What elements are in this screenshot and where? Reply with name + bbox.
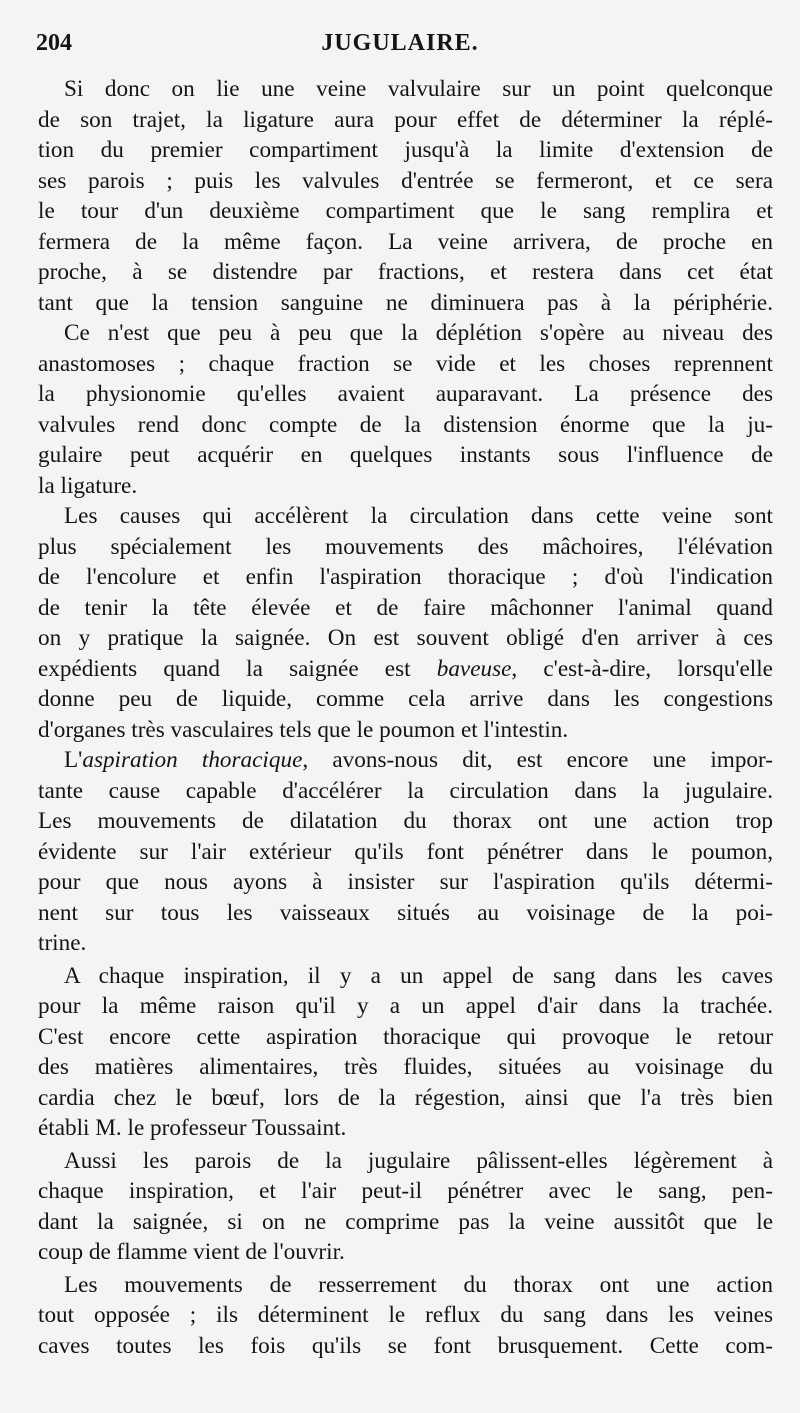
text-line: fermera de la même façon. La veine arrivera, de proche en <box>38 228 773 255</box>
text-line: nent sur tous les vaisseaux situés au voisinage de la poi- <box>38 899 773 926</box>
text-line: évidente sur l'air extérieur qu'ils font pénétrer dans le poumon, <box>38 838 773 865</box>
text-line: de tenir la tête élevée et de faire mâchonner l'animal quand <box>38 594 773 621</box>
text-line: donne peu de liquide, comme cela arrive dans les congestions <box>38 686 773 712</box>
text-line: tant que la tension sanguine ne diminuera pas à la périphérie. <box>38 289 773 316</box>
text-line: tout opposée ; ils déterminent le reflux du sang dans les veines <box>38 1302 773 1328</box>
text-line: anastomoses ; chaque fraction se vide et les choses reprennent <box>38 350 773 377</box>
paragraph <box>38 961 773 1144</box>
text-line: le tour d'un deuxième compartiment que le sang remplira et <box>38 198 773 224</box>
text-line: gulaire peut acquérir en quelques instants sous l'influence de <box>38 442 773 468</box>
text-line: de son trajet, la ligature aura pour effet de déterminer la réplé- <box>38 106 773 133</box>
paragraph <box>38 501 773 745</box>
text-line: Aussi les parois de la jugulaire pâlissent-elles légèrement à <box>64 1147 773 1174</box>
text-line: Les mouvements de resserrement du thorax ont une action <box>64 1271 773 1298</box>
text-line: d'organes très vasculaires tels que le poumon et l'intestin. <box>38 716 569 743</box>
text-line: tion du premier compartiment jusqu'à la limite d'extension de <box>38 137 773 163</box>
paragraph <box>38 318 773 501</box>
text-line: pour la même raison qu'il y a un appel d'air dans la trachée. <box>38 993 773 1019</box>
text-line: dant la saignée, si on ne comprime pas la veine aussitôt que le <box>38 1208 773 1235</box>
paragraph <box>38 1146 773 1268</box>
text-line: cardia chez le bœuf, lors de la régestion, ainsi que l'a très bien <box>38 1084 773 1111</box>
text-line: Les mouvements de dilatation du thorax ont une action trop <box>38 808 773 834</box>
running-title: JUGULAIRE. <box>321 30 479 56</box>
text-line: tante cause capable d'accélérer la circulation dans la jugulaire. <box>38 777 773 804</box>
text-line: la physionomie qu'elles avaient auparavant. La présence des <box>38 381 773 407</box>
text-line: plus spécialement les mouvements des mâchoires, l'élévation <box>38 533 773 560</box>
text-line: expédients quand la saignée est baveuse, c'est-à-dire, lorsqu'elle <box>38 655 773 682</box>
text-line: caves toutes les fois qu'ils se font brusquement. Cette com- <box>38 1332 773 1359</box>
text-line: A chaque inspiration, il y a un appel de sang dans les caves <box>64 962 773 989</box>
page-number: 204 <box>36 30 72 56</box>
text-line: Si donc on lie une veine valvulaire sur un point quelconque <box>64 76 773 102</box>
paragraph <box>38 74 773 318</box>
text-line: Les causes qui accélèrent la circulation dans cette veine sont <box>64 503 773 529</box>
text-line: Ce n'est que peu à peu que la déplétion s'opère au niveau des <box>64 320 773 346</box>
text-line: L'aspiration thoracique, avons-nous dit, est encore une impor- <box>64 747 773 773</box>
text-line: trine. <box>38 930 87 956</box>
body-text <box>38 74 773 1361</box>
text-line: chaque inspiration, et l'air peut-il pénétrer avec le sang, pen- <box>38 1178 773 1204</box>
text-line: de l'encolure et enfin l'aspiration thoracique ; d'où l'indication <box>38 564 773 590</box>
text-line: on y pratique la saignée. On est souvent obligé d'en arriver à ces <box>38 625 773 651</box>
text-line: la ligature. <box>38 472 138 499</box>
paragraph <box>38 1270 773 1362</box>
text-line: valvules rend donc compte de la distension énorme que la ju- <box>38 411 773 438</box>
text-line: établi M. le professeur Toussaint. <box>38 1115 347 1141</box>
text-line: C'est encore cette aspiration thoracique qui provoque le retour <box>38 1023 773 1050</box>
text-line: ses parois ; puis les valvules d'entrée se fermeront, et ce sera <box>38 167 773 194</box>
page-header <box>36 30 764 64</box>
text-line: coup de flamme vient de l'ouvrir. <box>38 1239 345 1265</box>
paragraph <box>38 745 773 959</box>
text-line: proche, à se distendre par fractions, et restera dans cet état <box>38 259 773 285</box>
text-line: pour que nous ayons à insister sur l'aspiration qu'ils détermi- <box>38 869 773 895</box>
text-line: des matières alimentaires, très fluides, situées au voisinage du <box>38 1054 773 1080</box>
